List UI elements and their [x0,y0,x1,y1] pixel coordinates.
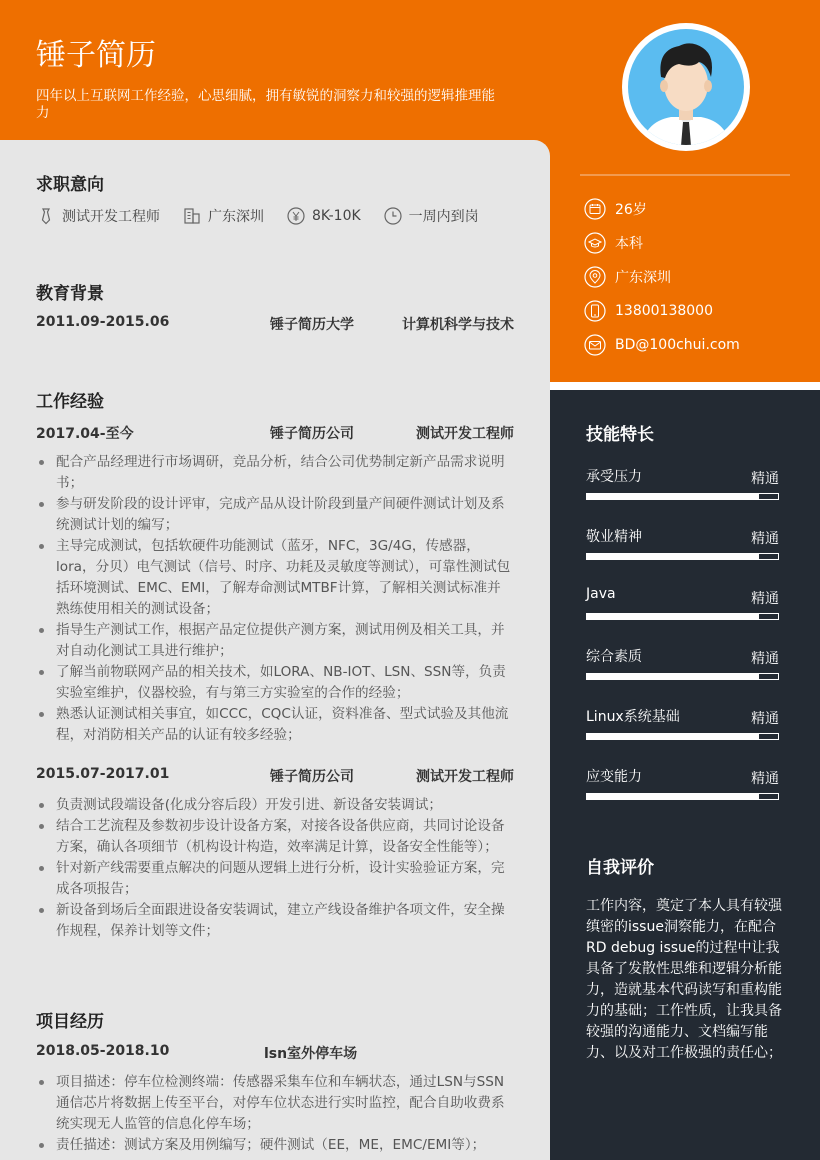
skill-bar [586,613,779,620]
skill-name: 应变能力 [586,769,642,785]
skill-item [586,646,779,686]
personal-info-list [584,192,804,362]
info-email-text: BD@100chui.com [615,337,740,353]
skill-name: Java [586,586,616,602]
list-item: 针对新产线需要重点解决的问题从逻辑上进行分析，设计实验验证方案，完成各项报告； [36,858,514,900]
skill-level: 精通 [751,651,779,667]
skill-bar-fill [587,494,759,499]
skill-bar [586,553,779,560]
sidebar-divider [580,174,790,176]
location-pin-icon [584,266,606,288]
list-item: 熟悉认证测试相关事宜，如CCC，CQC认证，资料准备、型式试验及其他流程，对消防相关产品的认证有较多经验； [36,704,514,746]
skill-bar-fill [587,554,759,559]
section-title-skills: 技能特长 [586,425,654,445]
job-period: 2017.04-至今 [36,426,134,442]
info-email [584,328,804,362]
intent-availability-text: 一周内到岗 [408,209,479,225]
graduation-cap-icon [584,232,606,254]
job-role: 测试开发工程师 [416,769,514,785]
section-title-project: 项目经历 [36,1012,104,1032]
intent-availability [383,206,479,226]
calendar-icon [584,198,606,220]
yen-icon [286,206,306,226]
info-phone [584,294,804,328]
skill-item [586,706,779,746]
education-major: 计算机科学与技术 [402,317,514,333]
job-intent-row [36,206,536,226]
skill-bar [586,793,779,800]
intent-position-text: 测试开发工程师 [62,209,160,225]
skill-name: 敬业精神 [586,529,642,545]
list-item: 主导完成测试，包括软硬件功能测试（蓝牙，NFC，3G/4G，传感器，lora，分贝）电气测试（信号、时序、功耗及灵敏度等测试），可靠性测试包括环境测试、EMC、EMI，了解寿命测试MTBF计算，了解相关测试标准并熟练使用相关的测试设备； [36,536,514,620]
project-period: 2018.05-2018.10 [36,1043,170,1059]
list-item: 配合产品经理进行市场调研，竞品分析，结合公司优势制定新产品需求说明书； [36,452,514,494]
list-item: 参与研发阶段的设计评审，完成产品从设计阶段到量产间硬件测试计划及系统测试计划的编写； [36,494,514,536]
skill-bar [586,733,779,740]
project-bullet-list [36,1072,514,1156]
phone-icon [584,300,606,322]
list-item: 新设备到场后全面跟进设备安装调试，建立产线设备维护各项文件，安全操作规程，保养计划等文件； [36,900,514,942]
info-location [584,260,804,294]
skill-level: 精通 [751,531,779,547]
avatar [621,22,751,152]
education-school: 锤子简历大学 [270,317,354,333]
skill-level: 精通 [751,771,779,787]
skill-item [586,526,779,566]
intent-salary [286,206,361,226]
skill-item [586,586,779,626]
job-bullet-list [36,795,514,942]
clock-icon [383,206,403,226]
intent-city-text: 广东深圳 [208,209,264,225]
section-title-self-eval: 自我评价 [586,858,654,878]
list-item: 责任描述：测试方案及用例编写；硬件测试（EE，ME，EMC/EMI等）； [36,1135,514,1156]
skill-bar-fill [587,674,759,679]
resume-summary: 四年以上互联网工作经验，心思细腻，拥有敏锐的洞察力和较强的逻辑推理能力 [36,88,495,121]
project-name: lsn室外停车场 [264,1046,358,1062]
section-title-work: 工作经验 [36,392,104,412]
info-age [584,192,804,226]
list-item: 指导生产测试工作，根据产品定位提供产测方案，测试用例及相关工具，并对自动化测试工具进行维护； [36,620,514,662]
skill-name: 综合素质 [586,649,642,665]
list-item: 了解当前物联网产品的相关技术，如LORA、NB-IOT、LSN、SSN等，负责实验室维护，仪器校验，有与第三方实验室的合作的经验； [36,662,514,704]
skill-level: 精通 [751,711,779,727]
skill-item [586,466,779,506]
info-location-text: 广东深圳 [615,270,671,286]
skill-name: Linux系统基础 [586,709,680,725]
resume-name: 锤子简历 [36,38,156,73]
education-row [36,314,514,334]
list-item: 负责测试段端设备(化成分容后段）开发引进、新设备安装调试； [36,795,514,816]
job-role: 测试开发工程师 [416,426,514,442]
info-age-text: 26岁 [615,202,647,218]
job-company: 锤子简历公司 [270,769,354,785]
job-header-row [36,423,514,443]
info-degree [584,226,804,260]
job-header-row [36,766,514,786]
skill-name: 承受压力 [586,469,642,485]
self-eval-text: 工作内容，奠定了本人具有较强缜密的issue洞察能力，在配合RD debug issue的过程中让我具备了发散性思维和逻辑分析能力，造就基本代码读写和重构能力的基础；工作性质，让我具备较强的沟通能力、文档编写能力、以及对工作极强的责任心； [586,898,782,1061]
email-icon [584,334,606,356]
info-phone-text: 13800138000 [615,303,713,319]
info-degree-text: 本科 [615,236,643,252]
job-company: 锤子简历公司 [270,426,354,442]
building-icon [182,206,202,226]
section-title-education: 教育背景 [36,284,104,304]
skill-bar-fill [587,794,759,799]
skill-level: 精通 [751,591,779,607]
job-period: 2015.07-2017.01 [36,766,170,782]
skill-level: 精通 [751,471,779,487]
education-period: 2011.09-2015.06 [36,314,170,330]
tie-icon [36,206,56,226]
list-item: 项目描述：停车位检测终端：传感器采集车位和车辆状态，通过LSN与SSN通信芯片将数据上传至平台，对停车位状态进行实时监控，配合自助收费系统实现无人监管的信息化停车场； [36,1072,514,1135]
skill-bar [586,493,779,500]
intent-position [36,206,160,226]
skill-bar-fill [587,614,759,619]
skill-bar-fill [587,734,759,739]
section-title-job-intent: 求职意向 [36,175,104,195]
project-header-row [36,1043,514,1063]
skill-bar [586,673,779,680]
skill-item [586,766,779,806]
list-item: 结合工艺流程及参数初步设计设备方案，对接各设备供应商，共同讨论设备方案，确认各项细节（机构设计构造，效率满足计算，设备安全性能等）； [36,816,514,858]
job-bullet-list [36,452,514,746]
intent-city [182,206,264,226]
intent-salary-text: 8K-10K [312,208,361,224]
